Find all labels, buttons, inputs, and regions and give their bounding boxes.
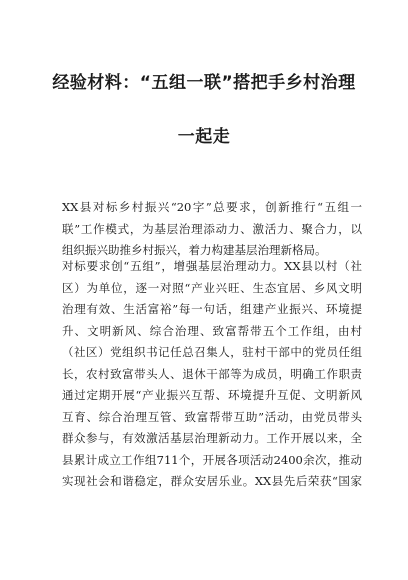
paragraph-line: （社区）党组织书记任总召集人，驻村干部中的党员任组 [62, 345, 362, 359]
document-title-line-1: 经验材料：“五组一联”搭把手乡村治理 [52, 73, 356, 93]
paragraph-line: 群众参与，有效激活基层治理新动力。工作开展以来，全 [62, 431, 362, 445]
paragraph-line: 通过定期开展“产业振兴互帮、环境提升互促、文明新风 [62, 388, 362, 402]
paragraph-line: 长，农村致富带头人、退休干部等为成员，明确工作职责 [62, 366, 362, 381]
paragraph-line: XX县对标乡村振兴“20字”总要求，创新推行“五组一 [62, 200, 362, 214]
paragraph-line: 县累计成立工作组711个，开展各项活动2400余次，推动 [62, 452, 362, 467]
paragraph-line: 实现社会和谐稳定，群众安居乐业。XX县先后荣获“国家 [62, 474, 362, 488]
paragraph-line: 联”工作模式，为基层治理添动力、激活力、聚合力，以 [62, 221, 362, 236]
paragraph-line: 区）为单位，逐一对照“产业兴旺、生态宜居、乡风文明 [62, 280, 362, 295]
paragraph-line: 对标要求创“五组”，增强基层治理动力。XX县以村（社 [62, 259, 362, 273]
paragraph-line: 互育、综合治理互管、致富帮带互助”活动，由党员带头 [62, 409, 362, 424]
document-title-line-2: 一起走 [177, 127, 231, 147]
paragraph-line: 治理有效、生活富裕”每一句话，组建产业振兴、环境提 [62, 302, 362, 316]
paragraph-line: 升、文明新风、综合治理、致富帮带五个工作组，由村 [62, 323, 362, 338]
paragraph-five-groups [62, 256, 362, 493]
paragraph-intro [62, 197, 362, 262]
paragraph-line: 组织振兴助推乡村振兴，着力构建基层治理新格局。 [62, 243, 327, 257]
